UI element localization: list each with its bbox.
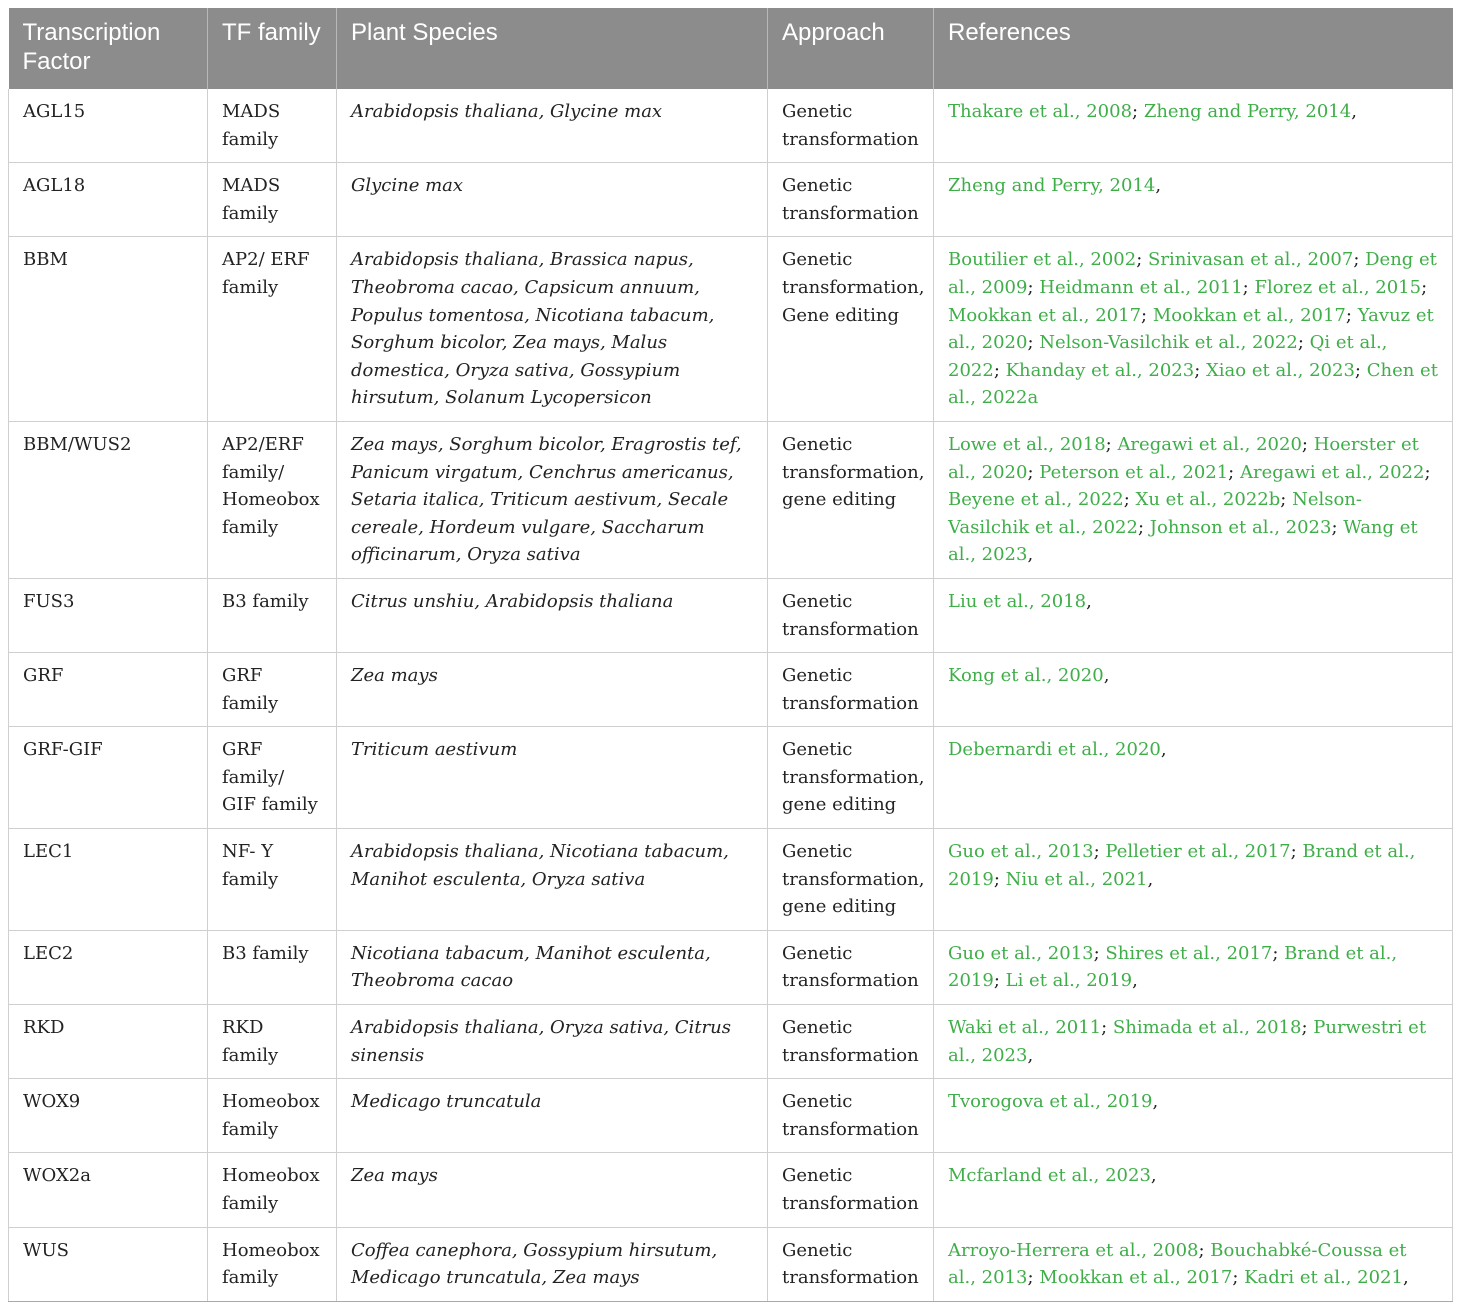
reference-separator: ; — [1132, 101, 1144, 122]
cell-references — [934, 1227, 1453, 1301]
table-row — [9, 1079, 1453, 1153]
reference-trailing: , — [1160, 739, 1167, 761]
table-row — [9, 1153, 1453, 1227]
cell-approach: Genetic transformation, gene editing — [768, 829, 934, 931]
cell-transcription-factor: AGL15 — [9, 89, 208, 163]
cell-references — [934, 653, 1453, 727]
cell-plant-species: Citrus unshiu, Arabidopsis thaliana — [337, 578, 768, 652]
transcription-factor-table — [8, 8, 1453, 1302]
reference-link[interactable]: Shimada et al., 2018 — [1112, 1017, 1302, 1039]
reference-link[interactable]: Aregawi et al., 2022 — [1239, 461, 1425, 483]
reference-separator: ; — [993, 868, 1006, 890]
cell-approach: Genetic transformation — [768, 1227, 934, 1301]
cell-plant-species: Arabidopsis thaliana, Brassica napus, Theobroma cacao, Capsicum annuum, Populus tomentosa, Nicotiana tabacum, Sorghum bicolor, Zea mays, Malus domestica, Oryza sativa, Gossypium hirsutum, Solanum Lycopersicon — [337, 237, 768, 422]
reference-separator: ; — [1027, 332, 1040, 354]
reference-separator: ; — [1093, 841, 1106, 863]
reference-link[interactable]: Kong et al., 2020 — [948, 665, 1104, 687]
reference-separator: ; — [1297, 332, 1310, 354]
reference-separator: ; — [1331, 516, 1344, 538]
column-header-plant-species: Plant Species — [337, 8, 768, 89]
table-row — [9, 578, 1453, 652]
column-header-references: References — [934, 8, 1453, 89]
column-header-transcription-factor: Transcription Factor — [9, 8, 208, 89]
reference-link[interactable]: Shires et al., 2017 — [1105, 942, 1273, 964]
table-row — [9, 237, 1453, 422]
cell-transcription-factor: BBM/WUS2 — [9, 421, 208, 578]
reference-link[interactable]: Xiao et al., 2023 — [1205, 359, 1355, 381]
reference-separator: ; — [1272, 942, 1285, 964]
cell-plant-species: Triticum aestivum — [337, 727, 768, 829]
reference-separator: ; — [1290, 841, 1303, 863]
reference-link[interactable]: Lowe et al., 2018 — [948, 433, 1106, 455]
reference-trailing: , — [1086, 590, 1092, 612]
column-header-approach: Approach — [768, 8, 934, 89]
reference-link[interactable]: Srinivasan et al., 2007 — [1148, 249, 1354, 271]
cell-plant-species: Medicago truncatula — [337, 1079, 768, 1153]
cell-plant-species: Glycine max — [337, 163, 768, 237]
cell-plant-species: Coffea canephora, Gossypium hirsutum, Medicago truncatula, Zea mays — [337, 1227, 768, 1301]
cell-approach: Genetic transformation — [768, 1005, 934, 1079]
reference-link[interactable]: Khanday et al., 2023 — [1005, 359, 1195, 381]
cell-approach: Genetic transformation — [768, 1153, 934, 1227]
cell-plant-species: Arabidopsis thaliana, Nicotiana tabacum, Manihot esculenta, Oryza sativa — [337, 829, 768, 931]
reference-separator: ; — [993, 359, 1006, 381]
reference-trailing: , — [1150, 1165, 1157, 1187]
table-row — [9, 89, 1453, 163]
reference-separator: ; — [1027, 461, 1040, 483]
cell-transcription-factor: GRF-GIF — [9, 727, 208, 829]
header-row — [9, 8, 1453, 89]
cell-transcription-factor: RKD — [9, 1005, 208, 1079]
reference-separator: ; — [1101, 1017, 1113, 1039]
reference-link[interactable]: Nelson-Vasilchik et al., 2022 — [948, 489, 1362, 538]
reference-separator: ; — [1093, 942, 1106, 964]
reference-separator: ; — [1421, 276, 1428, 298]
table-row — [9, 1005, 1453, 1079]
reference-link[interactable]: Tvorogova et al., 2019 — [948, 1091, 1153, 1113]
cell-transcription-factor: WUS — [9, 1227, 208, 1301]
cell-references — [934, 89, 1453, 163]
cell-transcription-factor: BBM — [9, 237, 208, 422]
reference-link[interactable]: Boutilier et al., 2002 — [948, 249, 1137, 271]
cell-transcription-factor: WOX9 — [9, 1079, 208, 1153]
reference-link[interactable]: Aregawi et al., 2020 — [1117, 433, 1302, 455]
cell-references — [934, 930, 1453, 1004]
reference-separator: ; — [1027, 1267, 1040, 1289]
cell-tf-family: AP2/ERF family/ Homeobox family — [208, 421, 337, 578]
reference-link[interactable]: Arroyo-Herrera et al., 2008 — [948, 1239, 1199, 1261]
reference-link[interactable]: Heidmann et al., 2011 — [1039, 276, 1243, 298]
reference-trailing: , — [1027, 544, 1034, 566]
reference-separator: ; — [1123, 489, 1136, 511]
table-row — [9, 653, 1453, 727]
reference-trailing: , — [1027, 1044, 1034, 1066]
reference-separator: ; — [1354, 359, 1367, 381]
transcription-factor-table-container — [8, 8, 1452, 1302]
cell-tf-family: RKD family — [208, 1005, 337, 1079]
reference-link[interactable]: Zheng and Perry, 2014 — [1143, 101, 1352, 122]
cell-tf-family: Homeobox family — [208, 1153, 337, 1227]
reference-separator: ; — [1353, 249, 1366, 271]
cell-approach: Genetic transformation — [768, 653, 934, 727]
table-row — [9, 930, 1453, 1004]
reference-link[interactable]: Mookkan et al., 2017 — [1152, 304, 1346, 326]
cell-tf-family: AP2/ ERF family — [208, 237, 337, 422]
cell-plant-species: Zea mays, Sorghum bicolor, Eragrostis tef, Panicum virgatum, Cenchrus americanus, Setaria italica, Triticum aestivum, Secale cereale, Hordeum vulgare, Saccharum officinarum, Oryza sativa — [337, 421, 768, 578]
reference-link[interactable]: Yavuz et al., 2020 — [948, 304, 1434, 354]
cell-transcription-factor: LEC2 — [9, 930, 208, 1004]
reference-trailing: , — [1351, 101, 1357, 122]
reference-link[interactable]: Pelletier et al., 2017 — [1105, 841, 1291, 863]
reference-link[interactable]: Florez et al., 2015 — [1254, 276, 1422, 298]
reference-link[interactable]: Kadri et al., 2021 — [1244, 1267, 1403, 1289]
reference-separator: ; — [1301, 1017, 1314, 1039]
reference-trailing: , — [1155, 175, 1162, 197]
cell-transcription-factor: GRF — [9, 653, 208, 727]
reference-link[interactable]: Peterson et al., 2021 — [1039, 461, 1229, 483]
reference-link[interactable]: Xu et al., 2022b — [1135, 489, 1281, 511]
cell-approach: Genetic transformation — [768, 578, 934, 652]
cell-plant-species: Zea mays — [337, 1153, 768, 1227]
cell-approach: Genetic transformation — [768, 163, 934, 237]
cell-tf-family: MADS family — [208, 163, 337, 237]
reference-separator: ; — [1228, 461, 1240, 483]
reference-separator: ; — [1105, 433, 1118, 455]
cell-approach: Genetic transformation — [768, 89, 934, 163]
reference-link[interactable]: Mookkan et al., 2017 — [948, 304, 1142, 326]
cell-transcription-factor: LEC1 — [9, 829, 208, 931]
cell-references — [934, 727, 1453, 829]
cell-references — [934, 1153, 1453, 1227]
table-row — [9, 727, 1453, 829]
reference-link[interactable]: Deng et al., 2009 — [948, 249, 1437, 298]
cell-references — [934, 578, 1453, 652]
cell-approach: Genetic transformation, Gene editing — [768, 237, 934, 422]
reference-separator: ; — [993, 970, 1006, 992]
reference-link[interactable]: Wang et al., 2023 — [948, 516, 1418, 566]
cell-tf-family: B3 family — [208, 578, 337, 652]
reference-separator: ; — [1194, 359, 1206, 381]
reference-link[interactable]: Waki et al., 2011 — [948, 1017, 1102, 1039]
reference-link[interactable]: Debernardi et al., 2020 — [948, 739, 1161, 761]
reference-trailing: , — [1152, 1091, 1159, 1113]
table-body — [9, 89, 1453, 1301]
cell-approach: Genetic transformation — [768, 930, 934, 1004]
cell-plant-species: Arabidopsis thaliana, Glycine max — [337, 89, 768, 163]
reference-link[interactable]: Niu et al., 2021 — [1005, 868, 1148, 890]
cell-tf-family: Homeobox family — [208, 1079, 337, 1153]
reference-separator: ; — [1137, 516, 1150, 538]
reference-link[interactable]: Li et al., 2019 — [1005, 970, 1133, 992]
cell-tf-family: B3 family — [208, 930, 337, 1004]
reference-trailing: , — [1132, 970, 1138, 992]
reference-link[interactable]: Guo et al., 2013 — [948, 942, 1094, 964]
reference-separator: ; — [1232, 1267, 1245, 1289]
cell-transcription-factor: WOX2a — [9, 1153, 208, 1227]
reference-link[interactable]: Guo et al., 2013 — [948, 841, 1094, 863]
reference-separator: ; — [1141, 304, 1153, 326]
reference-separator: ; — [1301, 433, 1314, 455]
cell-plant-species: Arabidopsis thaliana, Oryza sativa, Citrus sinensis — [337, 1005, 768, 1079]
cell-references — [934, 1079, 1453, 1153]
reference-trailing: , — [1103, 665, 1110, 687]
reference-link[interactable]: Mcfarland et al., 2023 — [948, 1165, 1151, 1187]
reference-separator: ; — [1424, 461, 1431, 483]
reference-link[interactable]: Chen et al., 2022a — [948, 359, 1438, 409]
cell-transcription-factor: FUS3 — [9, 578, 208, 652]
table-row — [9, 163, 1453, 237]
reference-link[interactable]: Beyene et al., 2022 — [948, 489, 1124, 511]
table-row — [9, 1227, 1453, 1301]
cell-references — [934, 237, 1453, 422]
reference-separator: ; — [1136, 249, 1149, 271]
reference-link[interactable]: Brand et al., 2019 — [948, 841, 1416, 890]
reference-link[interactable]: Liu et al., 2018 — [948, 590, 1087, 612]
cell-tf-family: GRF family — [208, 653, 337, 727]
reference-link[interactable]: Johnson et al., 2023 — [1149, 516, 1332, 538]
cell-references — [934, 421, 1453, 578]
reference-separator: ; — [1242, 276, 1255, 298]
table-header — [9, 8, 1453, 89]
reference-link[interactable]: Hoerster et al., 2020 — [948, 433, 1419, 483]
cell-plant-species: Zea mays — [337, 653, 768, 727]
reference-link[interactable]: Purwestri et al., 2023 — [948, 1017, 1427, 1066]
reference-separator: ; — [1345, 304, 1358, 326]
table-row — [9, 829, 1453, 931]
column-header-tf-family: TF family — [208, 8, 337, 89]
cell-approach: Genetic transformation, gene editing — [768, 727, 934, 829]
reference-separator: ; — [1198, 1239, 1211, 1261]
table-row — [9, 421, 1453, 578]
reference-separator: ; — [1027, 276, 1040, 298]
reference-link[interactable]: Nelson-Vasilchik et al., 2022 — [1039, 332, 1298, 354]
reference-separator: ; — [1280, 489, 1293, 511]
reference-link[interactable]: Brand et al., 2019 — [948, 942, 1398, 992]
cell-tf-family: Homeobox family — [208, 1227, 337, 1301]
cell-transcription-factor: AGL18 — [9, 163, 208, 237]
reference-link[interactable]: Mookkan et al., 2017 — [1039, 1267, 1233, 1289]
reference-trailing: , — [1402, 1267, 1409, 1289]
cell-tf-family: GRF family/ GIF family — [208, 727, 337, 829]
cell-references — [934, 829, 1453, 931]
cell-references — [934, 163, 1453, 237]
cell-approach: Genetic transformation, gene editing — [768, 421, 934, 578]
cell-references — [934, 1005, 1453, 1079]
reference-link[interactable]: Thakare et al., 2008 — [948, 101, 1133, 122]
reference-link[interactable]: Bouchabké-Coussa et al., 2013 — [948, 1239, 1407, 1289]
reference-trailing: , — [1147, 868, 1154, 890]
reference-link[interactable]: Zheng and Perry, 2014 — [948, 175, 1156, 197]
cell-tf-family: MADS family — [208, 89, 337, 163]
cell-plant-species: Nicotiana tabacum, Manihot esculenta, Theobroma cacao — [337, 930, 768, 1004]
cell-approach: Genetic transformation — [768, 1079, 934, 1153]
reference-link[interactable]: Qi et al., 2022 — [948, 332, 1388, 381]
cell-tf-family: NF- Y family — [208, 829, 337, 931]
